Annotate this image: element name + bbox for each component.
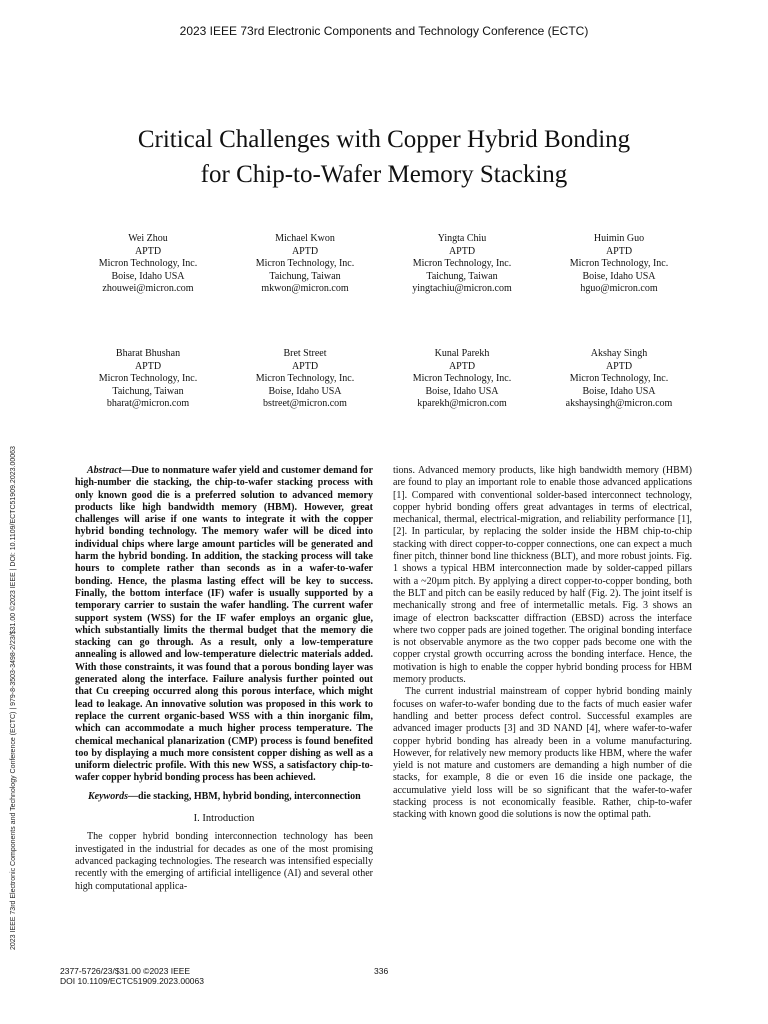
author-org: Micron Technology, Inc. <box>98 258 198 269</box>
section-heading-introduction: I. Introduction <box>193 813 255 825</box>
author-email[interactable]: mkwon@micron.com <box>261 283 349 294</box>
page-number: 336 <box>374 966 389 976</box>
author-dept: APTD <box>448 360 476 372</box>
author-name: Yingta Chiu <box>437 233 487 244</box>
side-metadata <box>10 270 22 950</box>
author-email[interactable]: kparekh@micron.com <box>417 398 507 409</box>
title-line-1: Critical Challenges with Copper Hybrid Bonding <box>137 126 631 153</box>
author-dept: APTD <box>448 245 476 257</box>
author-name: Bharat Bhushan <box>115 348 181 359</box>
intro-paragraph-continued: tions. Advanced memory products, like high bandwidth memory (HBM) are found to play an important role to enable those advanced applications [1]. Compared with conventional solder-based interconnect technology, copper hybrid bonding offers great advantages in terms of electrical, mechanical, thermal, electrical-migration, and reliability performance [1], [2]. In particular, by replacing the solder inside the HBM chip-to-chip stacking with direct copper-to-copper connections, one can expect a much finer pitch, thinner bond line thickness (BLT), and more robust joints. Fig. 1 shows a typical HBM interconnection made by solder-capped pillars with a ~20µm pitch. By applying a direct copper-to-copper bonding, both the BLT and pitch can be easily reduced by half (Fig. 2). The joint itself is mechanically strong and free of intermetallic metals. Fig. 3 shows an image of electron backscatter diffraction (EBSD) across the interface where two copper pads are joined together. The original bonding interface is not observable anymore as the two copper pads become one with the copper crystal growth occurring across the bonding interface. Hence, the motivation is high to enable the copper hybrid bonding process for HBM memory products. <box>393 465 692 686</box>
author-email[interactable]: yingtachiu@micron.com <box>412 283 512 294</box>
author-email[interactable]: akshaysingh@micron.com <box>565 398 673 409</box>
author-org: Micron Technology, Inc. <box>412 258 512 269</box>
conference-header: 2023 IEEE 73rd Electronic Components and Technology Conference (ECTC) <box>179 24 589 38</box>
keywords-text: —die stacking, HBM, hybrid bonding, interconnection <box>128 790 361 802</box>
author-location: Boise, Idaho USA <box>582 270 656 282</box>
author-location: Boise, Idaho USA <box>582 385 656 397</box>
abstract <box>75 465 373 785</box>
author-dept: APTD <box>134 360 162 372</box>
author-name: Bret Street <box>283 348 327 359</box>
footer-issn: 2377-5726/23/$31.00 ©2023 IEEE <box>60 966 191 976</box>
author-block <box>539 233 699 296</box>
intro-paragraph-2: The current industrial mainstream of copper hybrid bonding mainly focuses on wafer-to-wafer bonding due to the facts of much easier wafer handling and better process defect control. Successful examples are advanced imager products [3] and 3D NAND [4], where wafer-to-wafer copper hybrid bonding has already been in a volume manufacturing. However, for relatively new memory products like HBM, where the wafer yield is not mature and customers are demanding a high number of die stacks, for example, 8 die or even 16 die inside one package, the accumulative yield loss will be so significant that the wafer-to-wafer stacking process is not economically feasible. Rather, chip-to-wafer stacking with known good die solutions is now the optimal path. <box>393 686 692 821</box>
author-location: Boise, Idaho USA <box>111 270 185 282</box>
author-dept: APTD <box>291 360 319 372</box>
author-email[interactable]: hguo@micron.com <box>580 283 658 294</box>
author-org: Micron Technology, Inc. <box>412 373 512 384</box>
abstract-label: Abstract <box>87 465 122 476</box>
paper-title <box>60 122 708 192</box>
author-location: Taichung, Taiwan <box>112 385 184 397</box>
left-column <box>75 465 373 893</box>
author-org: Micron Technology, Inc. <box>569 258 669 269</box>
author-location: Taichung, Taiwan <box>269 270 341 282</box>
author-org: Micron Technology, Inc. <box>98 373 198 384</box>
author-block <box>539 348 699 411</box>
author-email[interactable]: bharat@micron.com <box>106 398 190 409</box>
author-dept: APTD <box>605 245 633 257</box>
author-name: Wei Zhou <box>128 233 168 244</box>
author-dept: APTD <box>605 360 633 372</box>
author-dept: APTD <box>134 245 162 257</box>
author-dept: APTD <box>291 245 319 257</box>
abstract-text: —Due to nonmature wafer yield and customer demand for high-number die stacking, the chip-to-wafer stacking process with only known good die is a preferred solution to advanced memory products like high bandwidth memory (HBM). However, great challenges will arise if one wants to integrate it with the copper hybrid bonding technology. The memory wafer will be diced into individual chips where large amount particles will be generated and harm the hybrid bonding. In addition, the stacking process will take hours to complete rather than seconds as in a wafer-to-wafer bonding. Hence, the plasma lasting effect will be key to success. Finally, the bottom interface (IF) wafer is usually supported by a temporary carrier to sustain the wafer handling. The current wafer support system (WSS) for the IF wafer employs an organic glue, which substantially limits the thermal budget that the memory die stacking can go through. As a result, only a low-temperature annealing is allowed and low-temperature dielectric materials added. With those constraints, it was found that a porous bonding layer was generated along the interface. Failure analysis further pointed out that Cu creeping occurred along this porous interface, which might lead to leakage. An innovative solution was proposed in this work to replace the current organic-based WSS with a thin inorganic film, which can accommodate a much higher process temperature. The chemical mechanical planarization (CMP) process is found benefited too by displaying a much more consistent copper dishing as well as a uniform dielectric profile. With this new WSS, a satisfactory chip-to-wafer copper hybrid bonding process has been achieved. <box>75 465 373 784</box>
author-location: Boise, Idaho USA <box>268 385 342 397</box>
footer-copyright <box>60 966 204 986</box>
author-block <box>382 348 542 411</box>
author-block <box>225 233 385 296</box>
author-block <box>68 348 228 411</box>
author-location: Boise, Idaho USA <box>425 385 499 397</box>
keywords-label: Keywords <box>88 790 128 802</box>
author-name: Michael Kwon <box>275 233 335 244</box>
keywords <box>75 791 373 803</box>
author-name: Kunal Parekh <box>434 348 490 359</box>
author-name: Huimin Guo <box>593 233 645 244</box>
title-line-2: for Chip-to-Wafer Memory Stacking <box>200 161 568 188</box>
author-org: Micron Technology, Inc. <box>255 258 355 269</box>
author-block <box>225 348 385 411</box>
author-name: Akshay Singh <box>590 348 648 359</box>
author-email[interactable]: zhouwei@micron.com <box>102 283 194 294</box>
footer-doi: DOI 10.1109/ECTC51909.2023.00063 <box>60 976 204 986</box>
author-org: Micron Technology, Inc. <box>569 373 669 384</box>
author-block <box>382 233 542 296</box>
intro-paragraph: The copper hybrid bonding interconnection technology has been investigated in the industrial for decades as one of the most promising advanced packaging technologies. The research was intensified especially recently with the emerging of artificial intelligence (AI) and several other high computational applica- <box>75 831 373 892</box>
author-org: Micron Technology, Inc. <box>255 373 355 384</box>
side-metadata-text: 2023 IEEE 73rd Electronic Components and Technology Conference (ECTC) | 979-8-3503-3498-2/23/$31.00 ©2023 IEEE | DOI: 10.1109/ECTC51909.2023.00063 <box>10 446 17 950</box>
author-email[interactable]: bstreet@micron.com <box>263 398 347 409</box>
right-column <box>393 465 692 822</box>
author-block <box>68 233 228 296</box>
author-location: Taichung, Taiwan <box>426 270 498 282</box>
